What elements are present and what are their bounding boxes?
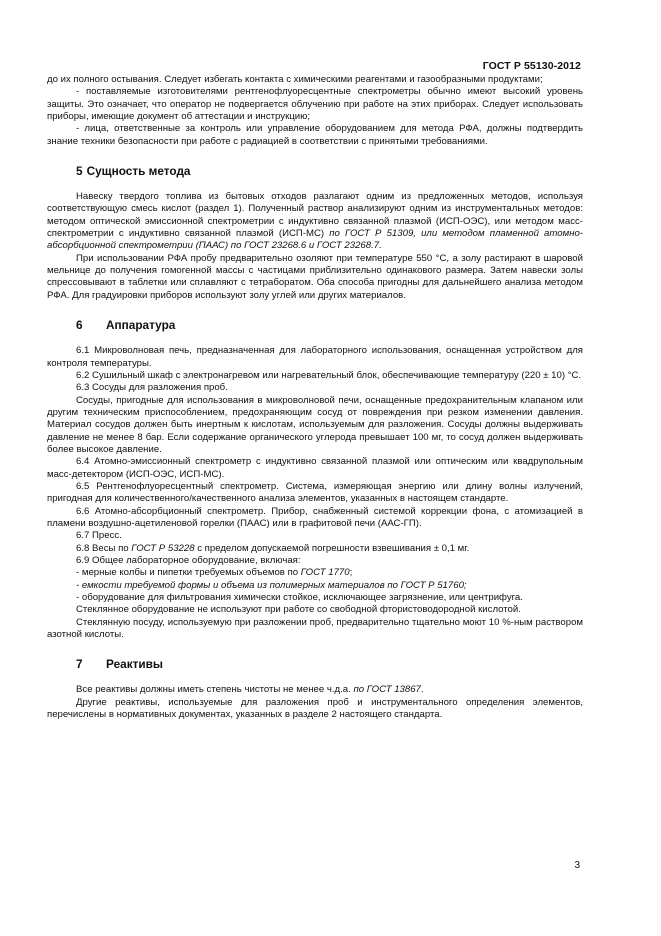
paragraph-text: Все реактивы должны иметь степень чистоты не менее ч.д.а.	[76, 684, 354, 696]
section-number: 6	[76, 318, 83, 333]
paragraph	[47, 395, 583, 457]
paragraph-text: Стеклянное оборудование не используют при работе со свободной фтористоводородной кислотой.	[76, 604, 521, 616]
paragraph	[47, 191, 583, 253]
paragraph	[47, 382, 583, 394]
paragraph-text: 6.8 Весы по	[76, 542, 132, 554]
paragraph	[47, 592, 583, 604]
standard-header: ГОСТ Р 55130-2012	[482, 60, 581, 72]
paragraph	[47, 543, 583, 555]
paragraph	[47, 555, 583, 567]
page-number: 3	[574, 860, 580, 871]
paragraph-text: - мерные колбы и пипетки требуемых объемов по	[76, 567, 301, 579]
paragraph-text: до их полного остывания. Следует избегать контакта с химическими реагентами и газообразными продуктами;	[47, 74, 543, 85]
paragraph-text: Другие реактивы, используемые для разложения проб и инструментального определения элементов, перечислены в нормативных документах, указанных в разделе 2 настоящего стандарта.	[47, 696, 583, 721]
paragraph	[47, 74, 583, 86]
paragraph	[47, 567, 583, 579]
paragraph-text: 6.7 Пресс.	[76, 530, 122, 542]
reference-text: ГОСТ Р 53228	[131, 542, 195, 554]
paragraph-text: - лица, ответственные за контроль или управление оборудованием для метода РФА, должны подтвердить знание техники безопасности при работе с радиацией в соответствии с принятыми требованиями.	[47, 123, 583, 147]
paragraph-text: 6.4 Атомно-эмиссионный спектрометр с индуктивно связанной плазмой или оптическим или квадрупольным масс-детектором (ИСП-ОЭС, ИСП-МС).	[47, 456, 583, 480]
section-heading	[76, 164, 612, 178]
paragraph	[47, 345, 583, 370]
paragraph-text: 6.5 Рентгенофлуоресцентный спектрометр. Система, измеряющая энергию или длину волны излучений, пригодная для количественного/качественного анализа элементов, указанных в настоящем стандарте.	[47, 480, 583, 505]
paragraph	[47, 370, 583, 382]
paragraph-text: Стеклянную посуду, используемую при разложении проб, предварительно тщательно моют 10 %-ным раствором азотной кислоты.	[47, 616, 583, 641]
paragraph	[47, 604, 583, 616]
paragraph-text: 6.2 Сушильный шкаф с электронагревом или нагревательный блок, обеспечивающие температуру (220 ± 10) °С.	[76, 369, 582, 381]
paragraph	[47, 86, 583, 123]
document-body	[47, 74, 583, 721]
paragraph	[47, 697, 583, 722]
paragraph-text: Сосуды, пригодные для использования в микроволновой печи, оснащенные предохранительным клапаном или другим техническим приспособлением, предохраняющим сосуд от повреждения при резком изменении давления. Материал сосудов должен быть инертным к кислотам, используемым для разложения. Сосуды должны выдерживать давление не менее 8 бар. Если содержание органического углерода превышает 100 мг, то сосуд должен выдерживать более высокое давление.	[47, 394, 583, 455]
section-title: Сущность метода	[86, 164, 191, 179]
paragraph-text: 6.1 Микроволновая печь, предназначенная для лабораторного использования, оснащенная устройством для контроля температуры.	[47, 345, 583, 369]
paragraph-text: - поставляемые изготовителями рентгенофлуоресцентные спектрометры обычно имеют высокий уровень защиты. Это означает, что оператор не подвергается облучению при работе на этих приборах. Следует использовать приборы, имеющие документ об аттестации и инструкцию;	[47, 86, 583, 123]
section-title: Реактивы	[106, 657, 163, 672]
paragraph-text: Навеску твердого топлива из бытовых отходов разлагают одним из предложенных методов, используя соответствующую смесь кислот (раздел 1). Полученный раствор анализируют одним из инструментальных методов: методом оптической эмиссионной спектрометрии с индуктивно связанной плазмой (ИСП-ОЭС), или методом масс-спектрометрии с индуктивно связанной плазмой (ИСП-МС)	[47, 191, 583, 240]
paragraph	[47, 617, 583, 642]
section-heading	[76, 657, 612, 671]
paragraph-text: При использовании РФА пробу предварительно озоляют при температуре 550 °С, а золу растирают в шаровой мельнице до получения гомогенной массы с частицами приблизительно одинакового размера. Затем навески золы спрессовывают в таблетки или сплавляют с тетраборатом. Оба способа пригодны для дальнейшего анализа методом РФА. Для градуировки приборов используют золу углей или других материалов.	[47, 252, 583, 301]
paragraph-text: 6.9 Общее лабораторное оборудование, включая:	[76, 555, 301, 566]
section-number: 5	[76, 164, 83, 179]
paragraph	[47, 456, 583, 481]
paragraph	[47, 530, 583, 542]
paragraph-text: 6.3 Сосуды для разложения проб.	[76, 382, 228, 394]
paragraph	[47, 481, 583, 506]
reference-text: ГОСТ 1770	[300, 567, 350, 579]
section-title: Аппаратура	[106, 318, 176, 333]
section-number: 7	[76, 657, 83, 672]
reference-text: по ГОСТ 13867	[353, 684, 421, 696]
paragraph	[47, 123, 583, 148]
section-heading	[76, 318, 612, 332]
reference-text: - емкости требуемой формы и объема из полимерных материалов по ГОСТ Р 51760;	[76, 579, 467, 591]
paragraph-text: 6.6 Атомно-абсорбционный спектрометр. Прибор, снабженный системой коррекции фона, с атомизацией в пламени воздушно-ацетиленовой горелки (ПААС) или в графитовой печи (ААС-ГП).	[47, 505, 583, 529]
paragraph-text: с пределом допускаемой погрешности взвешивания ± 0,1 мг.	[194, 542, 470, 554]
paragraph-text: - оборудование для фильтрования химически стойкое, исключающее загрязнение, или центрифуга.	[76, 592, 523, 604]
reference-text: по ГОСТ Р 51309, или методом пламенной атомно-абсорбционной спектрометрии (ПААС) по ГОСТ 23268.6 и ГОСТ 23268.7.	[47, 228, 584, 252]
paragraph	[47, 684, 583, 696]
paragraph	[47, 506, 583, 531]
paragraph	[47, 253, 583, 302]
paragraph-text: .	[420, 684, 424, 696]
paragraph-text: ;	[349, 567, 353, 579]
paragraph	[47, 580, 583, 592]
